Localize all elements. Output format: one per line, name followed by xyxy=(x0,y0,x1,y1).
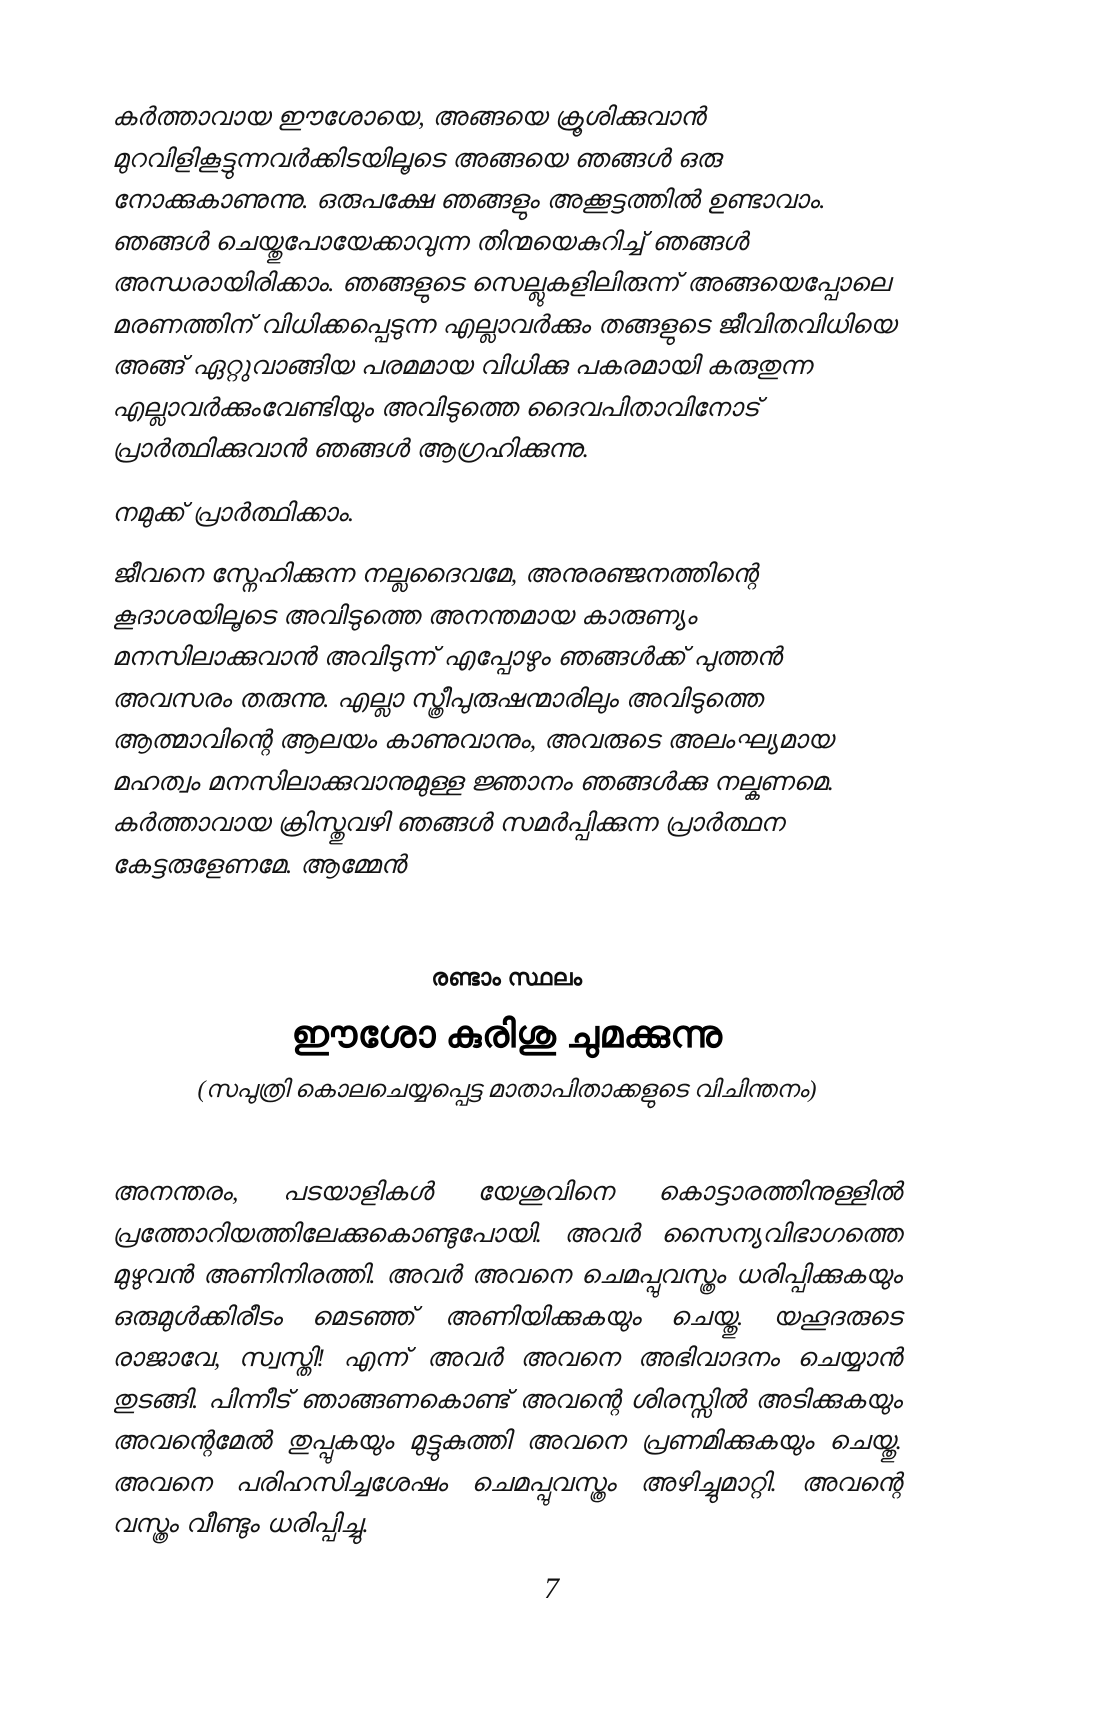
let-us-pray-line: നമുക്ക് പ്രാർത്ഥിക്കാം. xyxy=(112,497,355,527)
prayer-paragraph: ജീവനെ സ്നേഹിക്കുന്ന നല്ലദൈവമേ, അനുരഞ്ജനത്തിന്റെ കൂദാശയിലൂടെ അവിടുത്തെ അനന്തമായ കാരുണ്യം മനസിലാക്കുവാൻ അവിടുന്ന് എപ്പോഴും ഞങ്ങൾക്ക് പുത്തൻ അവസരം തരുന്നു. എല്ലാ സ്ത്രീപുരുഷന്മാരിലും അവിടുത്തെ ആത്മാവിന്റെ ആലയം കാണുവാനും, അവരുടെ അലംഘ്യമായ മഹത്വം മനസിലാക്കുവാനുമുള്ള ജ്ഞാനം ഞങ്ങൾക്കു നല്കണമെ. കർത്താവായ ക്രിസ്തുവഴി ഞങ്ങൾ സമർപ്പിക്കുന്ന പ്രാർത്ഥന കേട്ടരുളേണമേ. ആമ്മേൻ xyxy=(112,559,835,879)
scripture-passage: അനന്തരം, പടയാളികൾ യേശുവിനെ കൊട്ടാരത്തിനുള്ളിൽ പ്രത്തോറിയത്തിലേക്കുകൊണ്ടുപോയി. അവർ സൈന്യവിഭാഗത്തെ മുഴുവൻ അണിനിരത്തി. അവർ അവനെ ചെമപ്പുവസ്ത്രം ധരിപ്പിക്കുകയും ഒരുമുൾക്കിരീടം മെടഞ്ഞ് അണിയിക്കുകയും ചെയ്തു. യഹൂദരുടെ രാജാവേ, സ്വസ്തി! എന്ന് അവർ അവനെ അഭിവാദനം ചെയ്യാൻ തുടങ്ങി. പിന്നീട് ഞാങ്ങണകൊണ്ട് അവന്റെ ശിരസ്സിൽ അടിക്കുകയും അവന്റെമേൽ തുപ്പുകയും മുട്ടുകുത്തി അവനെ പ്രണമിക്കുകയും ചെയ്തു. അവനെ പരിഹസിച്ചശേഷം ചെമപ്പുവസ്ത്രം അഴിച്ചുമാറ്റി. അവന്റെ വസ്ത്രം വീണ്ടും ധരിപ്പിച്ചു. xyxy=(112,1177,902,1538)
page-number: 7 xyxy=(544,1572,559,1605)
station-title: ഈശോ കുരിശു ചുമക്കുന്നു xyxy=(291,1014,723,1056)
intercession-paragraph: കർത്താവായ ഈശോയെ, അങ്ങയെ ക്രൂശിക്കുവാൻ മുറവിളികൂട്ടുന്നവർക്കിടയിലൂടെ അങ്ങയെ ഞങ്ങൾ ഒരു നോക്കുകാണുന്നു. ഒരുപക്ഷേ ഞങ്ങളും അക്കൂട്ടത്തിൽ ഉണ്ടാവാം. ഞങ്ങൾ ചെയ്തുപോയേക്കാവുന്ന തിന്മയെകുറിച്ച് ഞങ്ങൾ അന്ധരായിരിക്കാം. ഞങ്ങളുടെ സെല്ലുകളിലിരുന്ന് അങ്ങയെപ്പോലെ മരണത്തിന് വിധിക്കപ്പെടുന്ന എല്ലാവർക്കും തങ്ങളുടെ ജീവിതവിധിയെ അങ്ങ് ഏറ്റുവാങ്ങിയ പരമമായ വിധിക്കു പകരമായി കരുതുന്ന എല്ലാവർക്കുംവേണ്ടിയും അവിടുത്തെ ദൈവപിതാവിനോട് പ്രാർത്ഥിക്കുവാൻ ഞങ്ങൾ ആഗ്രഹിക്കുന്നു. xyxy=(112,102,896,463)
station-heading-block xyxy=(112,963,902,1107)
page-content xyxy=(112,96,902,1567)
station-kicker: രണ്ടാം സ്ഥലം xyxy=(431,965,583,990)
scripture-passage-block xyxy=(112,1171,902,1545)
station-subtitle: (സപുത്രി കൊലചെയ്യപ്പെട്ട മാതാപിതാക്കളുടെ വിചിന്തനം) xyxy=(197,1077,817,1103)
